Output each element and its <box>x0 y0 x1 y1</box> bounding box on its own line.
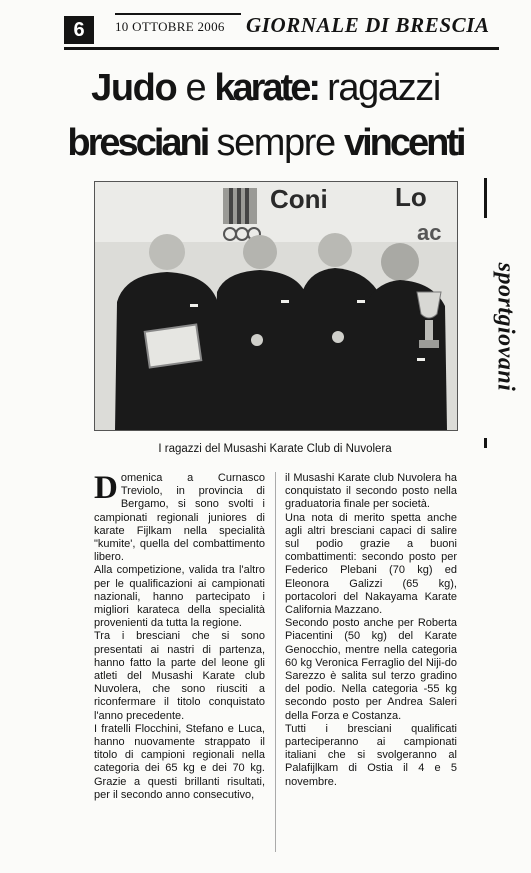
issue-date: 10 OTTOBRE 2006 <box>115 19 225 34</box>
photo-illustration <box>95 182 457 430</box>
headline-word: vincenti <box>343 122 464 164</box>
drop-cap: D <box>94 470 118 506</box>
headline-line-1 <box>0 67 531 110</box>
photo-caption: I ragazzi del Musashi Karate Club di Nuvolera <box>158 443 392 455</box>
headline-word: bresciani <box>67 122 208 164</box>
article-column-left <box>94 472 265 802</box>
side-rule-bottom <box>484 438 487 448</box>
side-rule-top <box>484 178 487 218</box>
section-label <box>485 217 525 437</box>
article-photo <box>94 181 458 431</box>
plaque <box>145 325 202 368</box>
headline-word: Judo <box>91 67 177 109</box>
article-column-right <box>285 472 457 789</box>
headline-word: karate: <box>214 67 318 109</box>
medal <box>332 331 344 343</box>
headline-word: e <box>185 67 206 109</box>
headline-line-2 <box>0 122 531 165</box>
headline-word: ragazzi <box>327 67 440 109</box>
photo-text-coni: Coni <box>270 184 328 214</box>
photo-text-lo: Lo <box>395 182 427 212</box>
article-paragraph: Tra i bresciani che si sono presentati ai nastri di partenza, hanno fatto la parte del leone gli atleti del Musashi Karate club Nuvolera, che sono riusciti a riconfermare il titolo conquistato l'anno precedente. <box>94 630 265 722</box>
article-paragraph: Alla competizione, valida tra l'altro per le qualificazioni ai campionati nazionali, hanno partecipato i migliori karateca della specialità provenienti da tutta la regione. <box>94 564 265 630</box>
medal <box>251 334 263 346</box>
article-paragraph <box>94 472 265 564</box>
page-number: 6 <box>64 16 94 44</box>
paragraph-text: omenica a Curnasco Treviolo, in provincia di Bergamo, si sono svolti i campionati regionali juniores di karate Fijlkam nella specialità "kumite', quella del combattimento libero. <box>94 472 265 564</box>
newspaper-title: GIORNALE DI BRESCIA <box>246 13 490 37</box>
photo-text-ac: ac <box>417 220 442 245</box>
article-paragraph: il Musashi Karate club Nuvolera ha conquistato il secondo posto nella graduatoria finale per società. <box>285 472 457 511</box>
article-paragraph: Secondo posto anche per Roberta Piacentini (50 kg) del Karate Genocchio, mentre nella categoria 60 kg Veronica Ferraglio del Niji-do Sarezzo è salita sul terzo gradino del podio. Nella categoria -55 kg secondo posto per Andrea Saleri della Forza e Costanza. <box>285 617 457 722</box>
header-divider <box>64 47 499 50</box>
headline-word: sempre <box>216 122 335 164</box>
header-rule <box>115 13 241 15</box>
column-divider <box>275 472 276 852</box>
article-paragraph: I fratelli Flocchini, Stefano e Luca, hanno nuovamente strappato il titolo di campioni regionali nella categoria dei 65 kg e dei 70 kg. Grazie a questi brillanti risultati, per il secondo anno consecutivo, <box>94 722 265 801</box>
section-label-text: sportgiovani <box>492 262 519 392</box>
article-paragraph: Tutti i bresciani qualificati parteciperanno ai campionati italiani che si svolgeranno al Palafijlkam di Ostia il 4 e 5 novembre. <box>285 722 457 788</box>
article-paragraph: Una nota di merito spetta anche agli altri bresciani capaci di salire sul podio grazie a buoni combattimenti: secondo posto per Federico Plebani (70 kg) ed Eleonora Galizzi (65 kg), portacolori del Nakayama Karate California Mazzano. <box>285 511 457 617</box>
